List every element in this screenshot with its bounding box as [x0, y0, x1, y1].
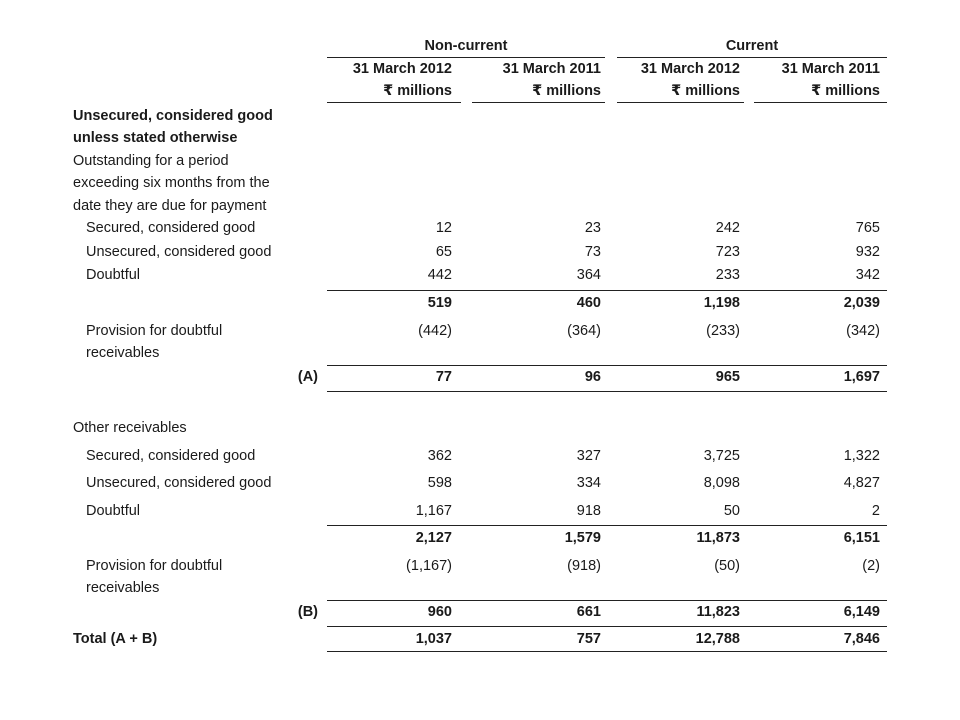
grand-total-value: 7,846	[843, 631, 880, 647]
total-value: 77	[435, 369, 452, 385]
subtotal-value: 1,198	[703, 295, 740, 311]
cell-value: (918)	[567, 558, 601, 574]
subtotal-value: 6,151	[843, 530, 880, 546]
cell-value: 918	[576, 503, 601, 519]
column-unit: ₹ millions	[383, 83, 452, 99]
total-value: 1,697	[843, 369, 880, 385]
rule-total-bottom	[327, 626, 887, 627]
cell-value: 233	[715, 267, 740, 283]
cell-value: (2)	[862, 558, 880, 574]
cell-value: 73	[584, 244, 601, 260]
total-value: 96	[584, 369, 601, 385]
rule-total	[327, 600, 887, 601]
cell-value: (1,167)	[406, 558, 452, 574]
row-label: Doubtful	[86, 503, 141, 519]
cell-value: 1,322	[843, 448, 880, 464]
group-header-current: Current	[725, 38, 779, 54]
cell-value: 932	[855, 244, 880, 260]
cell-value: 2	[871, 503, 880, 519]
rule-total-bottom	[327, 391, 887, 392]
total-value: 11,823	[696, 604, 740, 620]
cell-value: 1,167	[415, 503, 452, 519]
cell-value: 765	[855, 220, 880, 236]
column-unit: ₹ millions	[811, 83, 880, 99]
cell-value: 598	[427, 475, 452, 491]
grand-total-label: Total (A + B)	[73, 631, 158, 647]
rule-header	[754, 102, 887, 103]
rule-subtotal	[327, 525, 887, 526]
cell-value: 327	[576, 448, 601, 464]
total-value: 965	[715, 369, 740, 385]
column-date: 31 March 2012	[640, 61, 740, 77]
section-title: Unsecured, considered good	[73, 108, 273, 124]
cell-value: 50	[723, 503, 740, 519]
row-label: receivables	[86, 345, 160, 361]
subtotal-value: 460	[576, 295, 601, 311]
subtotal-value: 2,039	[843, 295, 880, 311]
rule-total	[327, 365, 887, 366]
section-title: unless stated otherwise	[73, 130, 238, 146]
rule-subtotal	[327, 290, 887, 291]
column-date: 31 March 2011	[781, 61, 880, 77]
cell-value: 364	[576, 267, 601, 283]
row-label: Provision for doubtful	[86, 323, 223, 339]
cell-value: 12	[435, 220, 452, 236]
grand-total-value: 1,037	[415, 631, 452, 647]
group-header-noncurrent: Non-current	[424, 38, 508, 54]
cell-value: 23	[584, 220, 601, 236]
section-description: Outstanding for a period	[73, 153, 229, 169]
rule-group-noncurrent	[327, 57, 605, 58]
section-description: date they are due for payment	[73, 198, 267, 214]
column-unit: ₹ millions	[671, 83, 740, 99]
cell-value: 4,827	[843, 475, 880, 491]
cell-value: 334	[576, 475, 601, 491]
rule-header	[472, 102, 605, 103]
cell-value: (442)	[418, 323, 452, 339]
cell-value: 65	[435, 244, 452, 260]
total-label-a: (A)	[297, 369, 318, 385]
row-label: Secured, considered good	[86, 220, 256, 236]
cell-value: (364)	[567, 323, 601, 339]
rule-header	[617, 102, 744, 103]
row-label: Unsecured, considered good	[86, 244, 272, 260]
subtotal-value: 519	[427, 295, 452, 311]
rule-header	[327, 102, 461, 103]
grand-total-value: 12,788	[695, 631, 740, 647]
total-value: 661	[576, 604, 601, 620]
row-label: Unsecured, considered good	[86, 475, 272, 491]
row-label: Provision for doubtful	[86, 558, 223, 574]
cell-value: (50)	[714, 558, 740, 574]
column-unit: ₹ millions	[532, 83, 601, 99]
subtotal-value: 2,127	[415, 530, 452, 546]
cell-value: 8,098	[703, 475, 740, 491]
column-date: 31 March 2011	[502, 61, 601, 77]
total-value: 6,149	[843, 604, 880, 620]
cell-value: 362	[427, 448, 452, 464]
cell-value: 342	[855, 267, 880, 283]
cell-value: (233)	[706, 323, 740, 339]
rule-group-current	[617, 57, 887, 58]
row-label: receivables	[86, 580, 160, 596]
section-description: exceeding six months from the	[73, 175, 270, 191]
cell-value: (342)	[846, 323, 880, 339]
cell-value: 242	[715, 220, 740, 236]
grand-total-value: 757	[576, 631, 601, 647]
total-value: 960	[427, 604, 452, 620]
row-label: Secured, considered good	[86, 448, 256, 464]
subtotal-value: 1,579	[564, 530, 601, 546]
section-title: Other receivables	[73, 420, 187, 436]
cell-value: 723	[715, 244, 740, 260]
cell-value: 3,725	[703, 448, 740, 464]
subtotal-value: 11,873	[696, 530, 740, 546]
column-date: 31 March 2012	[352, 61, 452, 77]
rule-grand-total	[327, 651, 887, 652]
cell-value: 442	[427, 267, 452, 283]
row-label: Doubtful	[86, 267, 141, 283]
total-label-b: (B)	[297, 604, 318, 620]
